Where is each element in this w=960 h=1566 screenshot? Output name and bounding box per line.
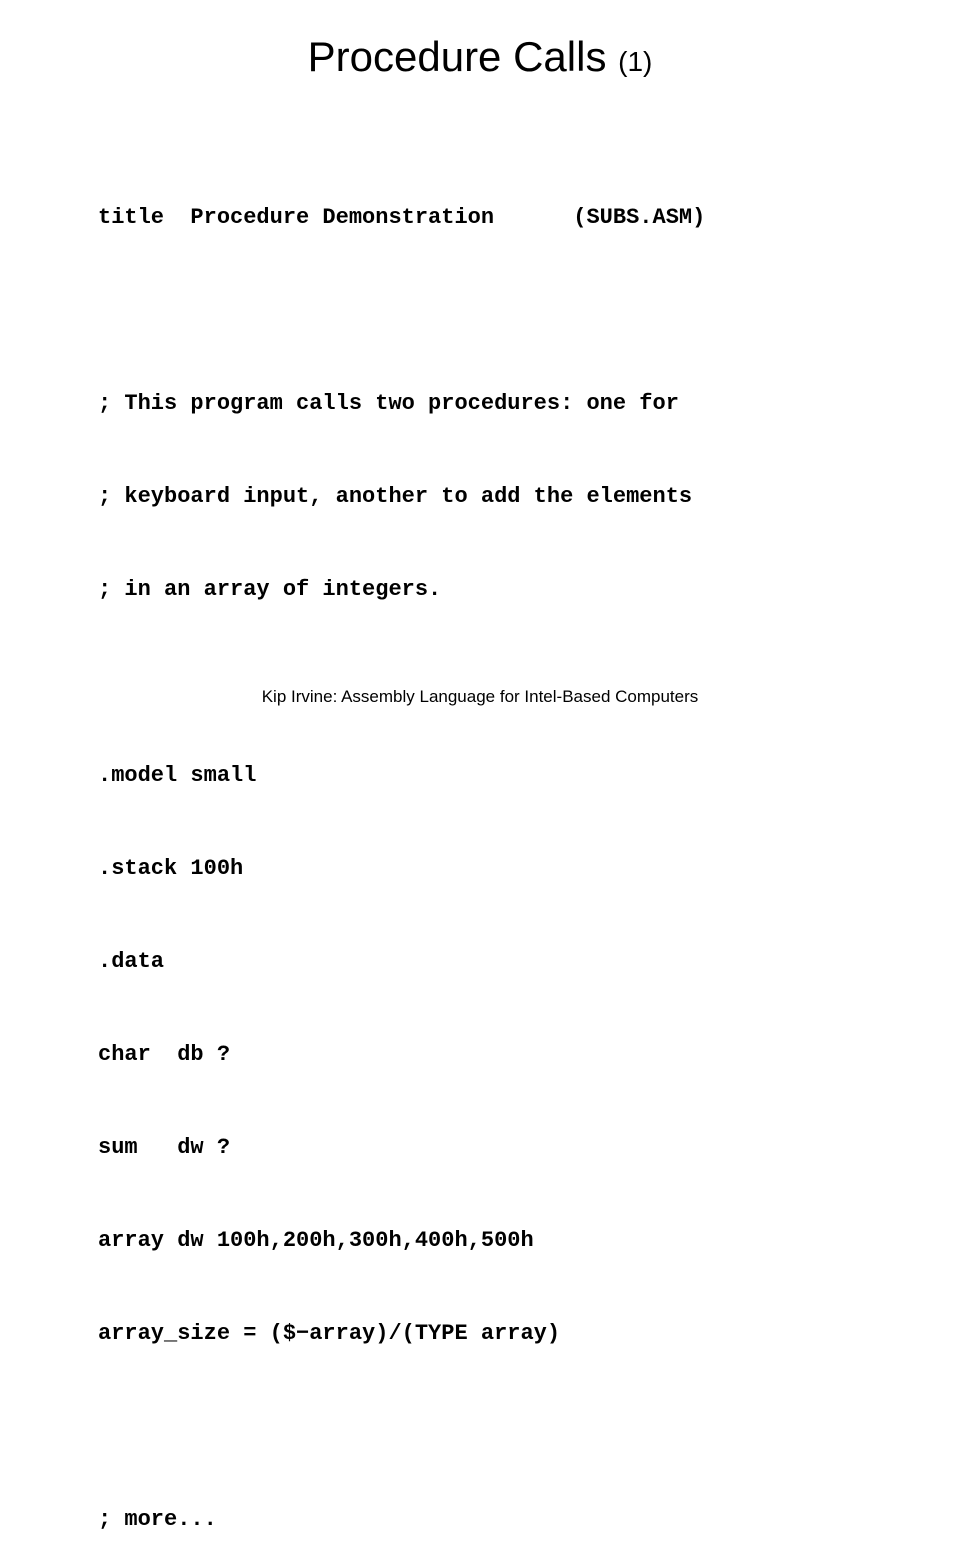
code-title-line: title Procedure Demonstration (SUBS.ASM) (98, 205, 706, 230)
code-char-declaration: char db ? (98, 1042, 231, 1067)
code-blank-line (98, 295, 705, 326)
slide-title (0, 30, 960, 89)
slide-title-suffix: (1) (618, 46, 653, 77)
code-comment-line-3: ; in an array of integers. (98, 577, 442, 602)
code-model-directive: .model small (98, 763, 257, 788)
code-listing (98, 140, 705, 1566)
code-array-size-equate: array_size = ($−array)/(TYPE array) (98, 1321, 561, 1346)
slide-title-text: Procedure Calls (307, 33, 607, 80)
code-stack-directive: .stack 100h (98, 856, 244, 881)
code-comment-line-1: ; This program calls two procedures: one for (98, 391, 679, 416)
slide-footer: Kip Irvine: Assembly Language for Intel-Based Computers (261, 687, 699, 706)
code-more-comment: ; more... (98, 1507, 217, 1532)
code-blank-line (98, 1411, 705, 1442)
code-array-declaration: array dw 100h,200h,300h,400h,500h (98, 1228, 534, 1253)
code-comment-line-2: ; keyboard input, another to add the elements (98, 484, 693, 509)
code-data-directive: .data (98, 949, 165, 974)
code-sum-declaration: sum dw ? (98, 1135, 231, 1160)
